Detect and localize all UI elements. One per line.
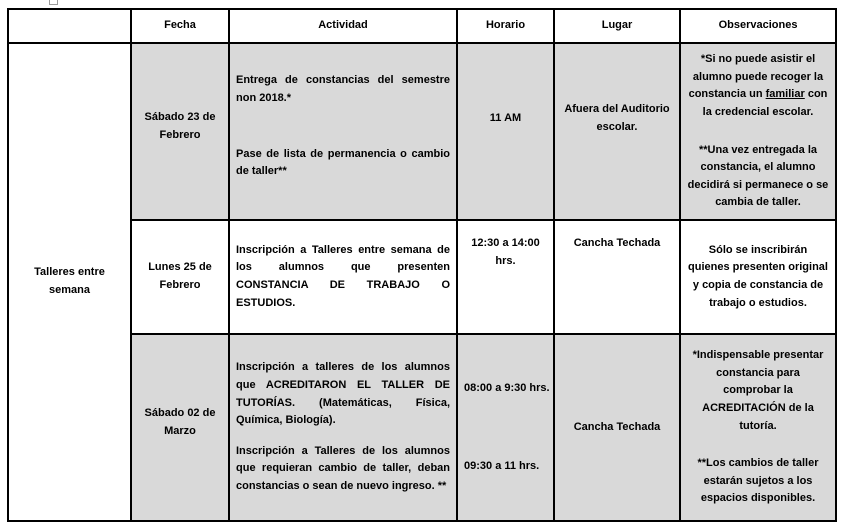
cell-observaciones-row3 [680,334,836,521]
cell-lugar-row1: Afuera del Auditorio escolar. [554,43,680,220]
object-anchor-icon [49,0,58,5]
cell-observaciones-row2 [680,220,836,334]
observaciones-paragraph: *Indispensable presentar constancia para comprobar la ACREDITACIÓN de la tutoría. [692,349,824,432]
header-lugar: Lugar [554,9,680,43]
header-empty [8,9,131,43]
schedule-table [7,8,837,522]
actividad-paragraph: Entrega de constancias del semestre non 2018.* [236,74,450,104]
cell-horario-row3 [457,334,554,521]
actividad-paragraph: Inscripción a talleres de los alumnos que ACREDITARON EL TALLER DE TUTORÍAS. (Matemáticas, Física, Química, Biología). [236,361,450,427]
horario-time: 08:00 a 9:30 hrs. [464,381,550,394]
observaciones-paragraph: Sólo se inscribirán quienes presenten original y copia de constancia de trabajo o estudios. [688,243,828,309]
header-row [8,9,836,43]
actividad-paragraph: Pase de lista de permanencia o cambio de taller** [236,147,450,178]
row-group-label: Talleres entre semana [8,43,131,521]
underlined-word: familiar [765,88,805,101]
actividad-paragraph: Inscripción a Talleres entre semana de los alumnos que presenten CONSTANCIA DE TRABAJO O ESTUDIOS. [236,243,450,309]
cell-actividad-row2 [229,220,457,334]
header-observaciones: Observaciones [680,9,836,43]
table-row [8,334,836,521]
cell-fecha-row2: Lunes 25 de Febrero [131,220,229,334]
cell-lugar-row2: Cancha Techada [554,220,680,334]
cell-actividad-row1 [229,43,457,220]
cell-actividad-row3 [229,334,457,521]
actividad-paragraph: Inscripción a Talleres de los alumnos que requieran cambio de taller, deban constancias o sean de nuevo ingreso. ** [236,444,450,492]
cell-lugar-row3: Cancha Techada [554,334,680,521]
header-actividad: Actividad [229,9,457,43]
cell-fecha-row3: Sábado 02 de Marzo [131,334,229,521]
cell-horario-row2: 12:30 a 14:00 hrs. [457,220,554,334]
table-row [8,43,836,220]
header-horario: Horario [457,9,554,43]
observaciones-paragraph: **Los cambios de taller estarán sujetos a los espacios disponibles. [697,457,819,505]
cell-fecha-row1: Sábado 23 de Febrero [131,43,229,220]
observaciones-paragraph: *Si no puede asistir el alumno puede recoger la constancia un familiar con la credencial escolar. [688,53,828,118]
cell-horario-row1: 11 AM [457,43,554,220]
cell-observaciones-row1 [680,43,836,220]
observaciones-paragraph: **Una vez entregada la constancia, el alumno decidirá si permanece o se cambia de taller. [687,143,829,209]
table-row [8,220,836,334]
header-fecha: Fecha [131,9,229,43]
horario-time: 09:30 a 11 hrs. [464,459,540,472]
